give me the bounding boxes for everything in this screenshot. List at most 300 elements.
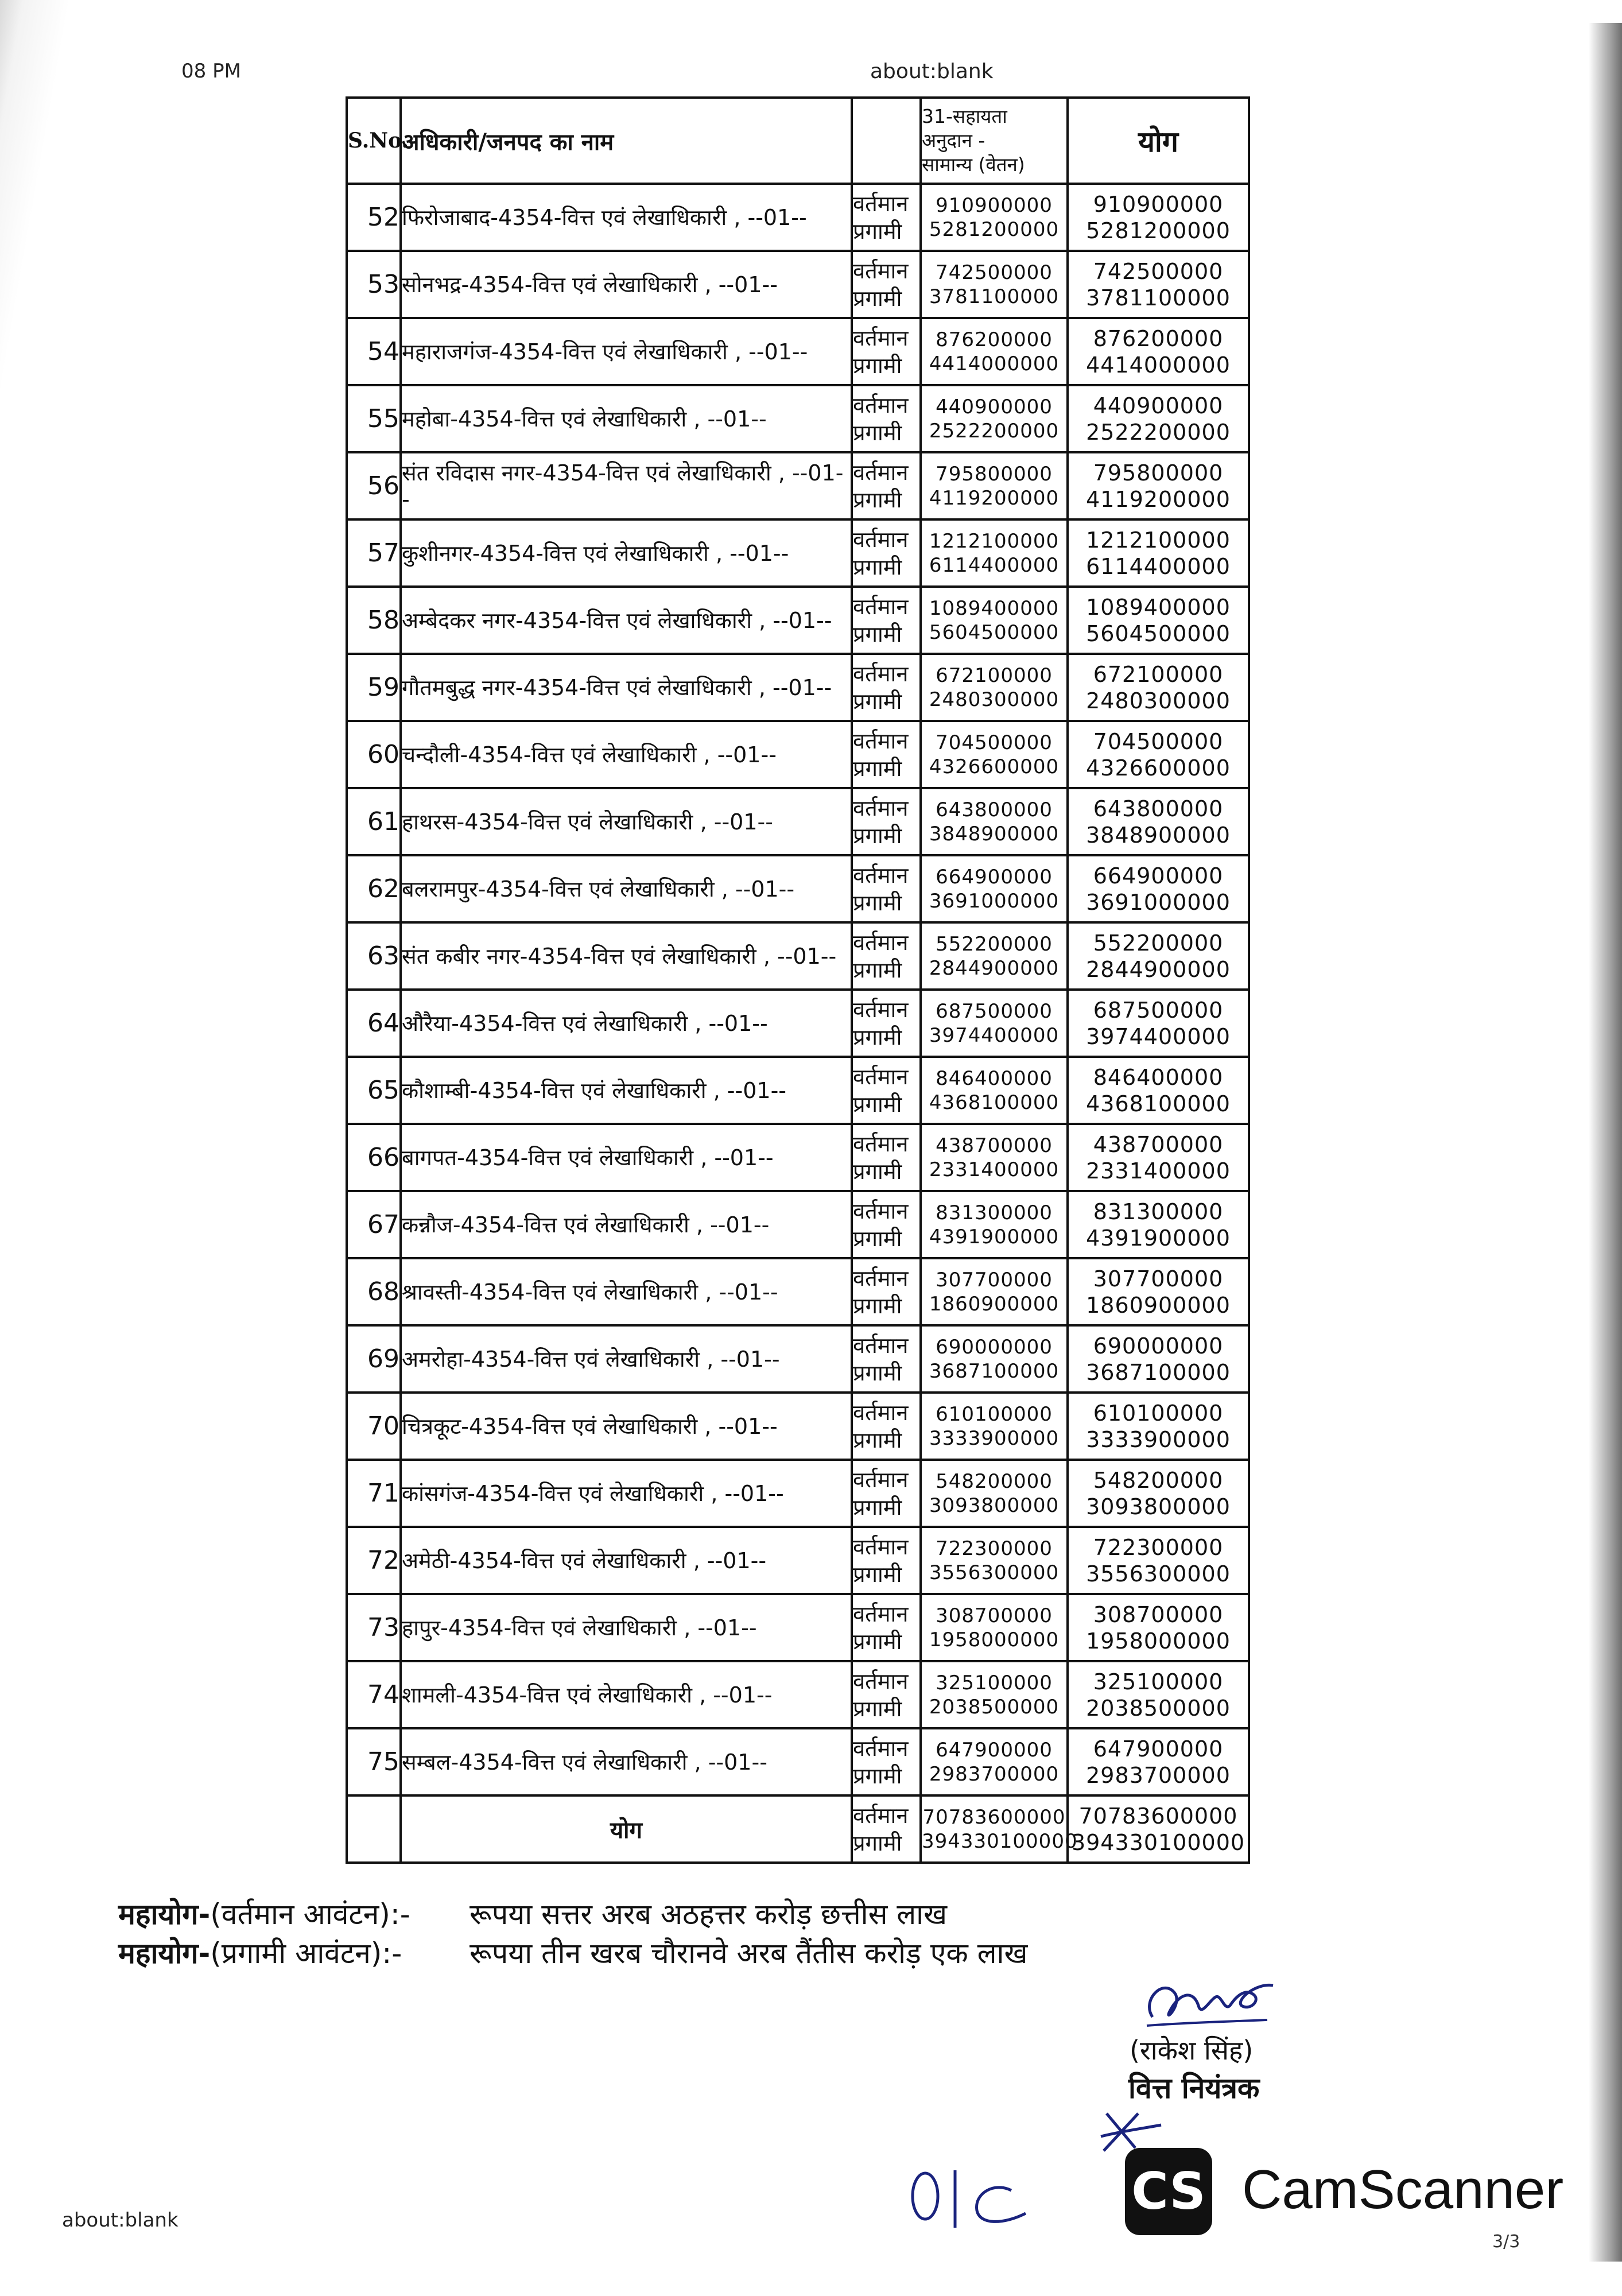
row-type-labels bbox=[852, 385, 921, 452]
label-current: वर्तमान bbox=[853, 661, 909, 687]
grant-current: 704500000 bbox=[936, 731, 1053, 754]
total-proposed: 3974400000 bbox=[1086, 1023, 1231, 1049]
total-current: 610100000 bbox=[1093, 1400, 1224, 1426]
label-current: वर्तमान bbox=[853, 392, 909, 418]
row-sno: 62 bbox=[347, 855, 401, 922]
grant-current: 552200000 bbox=[936, 932, 1053, 956]
row-total-values bbox=[1068, 855, 1249, 922]
table-row bbox=[347, 1325, 1249, 1393]
row-sno: 71 bbox=[347, 1460, 401, 1527]
grant-proposed: 4326600000 bbox=[929, 755, 1060, 778]
label-proposed: प्रगामी bbox=[853, 1427, 902, 1453]
total-current: 552200000 bbox=[1093, 930, 1224, 956]
label-current: वर्तमान bbox=[853, 1064, 909, 1089]
row-type-labels bbox=[852, 855, 921, 922]
row-grant-values bbox=[921, 1661, 1068, 1728]
label-current: वर्तमान bbox=[853, 459, 909, 485]
grant-current: 690000000 bbox=[936, 1335, 1053, 1359]
row-total-values bbox=[1068, 519, 1249, 587]
header-grant-line-1: 31-सहायता bbox=[922, 105, 1007, 127]
table-row bbox=[347, 519, 1249, 587]
table-row bbox=[347, 1393, 1249, 1460]
row-type-labels bbox=[852, 1258, 921, 1325]
total-proposed: 4391900000 bbox=[1086, 1225, 1231, 1251]
row-grant-values bbox=[921, 251, 1068, 318]
label-proposed: प्रगामी bbox=[853, 420, 902, 445]
signatory-name: (राकेश सिंह) bbox=[1130, 2035, 1254, 2066]
label-current: वर्तमान bbox=[853, 594, 909, 619]
grant-proposed: 1860900000 bbox=[929, 1292, 1060, 1316]
label-proposed: प्रगामी bbox=[853, 1091, 902, 1117]
row-type-labels bbox=[852, 1325, 921, 1393]
row-type-labels bbox=[852, 1124, 921, 1191]
row-sno: 61 bbox=[347, 788, 401, 855]
row-type-labels bbox=[852, 1460, 921, 1527]
row-type-labels bbox=[852, 519, 921, 587]
row-type-labels bbox=[852, 1728, 921, 1795]
total-proposed: 3781100000 bbox=[1086, 285, 1231, 311]
label-proposed: प्रगामी bbox=[853, 1293, 902, 1318]
total-current: 325100000 bbox=[1093, 1669, 1224, 1694]
label-proposed: प्रगामी bbox=[853, 1024, 902, 1050]
grant-proposed: 4391900000 bbox=[929, 1225, 1060, 1248]
row-grant-values bbox=[921, 855, 1068, 922]
table-row bbox=[347, 1460, 1249, 1527]
row-sno: 63 bbox=[347, 922, 401, 990]
row-sno: 59 bbox=[347, 654, 401, 721]
row-total-values bbox=[1068, 184, 1249, 251]
row-type-labels bbox=[852, 587, 921, 654]
row-total-values bbox=[1068, 385, 1249, 452]
total-current: 672100000 bbox=[1093, 661, 1224, 687]
header-name: अधिकारी/जनपद का नाम bbox=[401, 98, 852, 184]
row-sno: 65 bbox=[347, 1057, 401, 1124]
row-type-labels bbox=[852, 318, 921, 385]
total-label: योग bbox=[401, 1795, 852, 1863]
grand-total-current-note: (वर्तमान आवंटन):- bbox=[210, 1898, 410, 1931]
label-proposed: प्रगामी bbox=[853, 554, 902, 580]
table-row bbox=[347, 721, 1249, 788]
row-grant-values bbox=[921, 318, 1068, 385]
table-row bbox=[347, 1594, 1249, 1661]
total-proposed: 4414000000 bbox=[1086, 352, 1231, 378]
grant-current: 438700000 bbox=[936, 1134, 1053, 1157]
grant-current: 548200000 bbox=[936, 1469, 1053, 1493]
label-proposed: प्रगामी bbox=[853, 1763, 902, 1789]
label-current: वर्तमान bbox=[853, 258, 909, 284]
row-total-values bbox=[1068, 1258, 1249, 1325]
label-current: वर्तमान bbox=[853, 1265, 909, 1291]
total-current: 831300000 bbox=[1093, 1199, 1224, 1224]
total-proposed: 3687100000 bbox=[1086, 1359, 1231, 1385]
allocation-table bbox=[346, 96, 1250, 1864]
total-proposed: 2844900000 bbox=[1086, 956, 1231, 982]
row-type-labels bbox=[852, 184, 921, 251]
total-proposed: 2480300000 bbox=[1086, 688, 1231, 713]
grand-total-current bbox=[118, 1895, 948, 1933]
row-type-labels bbox=[852, 1393, 921, 1460]
table-row bbox=[347, 788, 1249, 855]
label-current: वर्तमान bbox=[853, 996, 909, 1022]
label-proposed: प्रगामी bbox=[853, 1696, 902, 1721]
table-row bbox=[347, 1728, 1249, 1795]
row-total-values bbox=[1068, 922, 1249, 990]
row-grant-values bbox=[921, 1594, 1068, 1661]
label-proposed: प्रगामी bbox=[853, 890, 902, 916]
row-total-values bbox=[1068, 788, 1249, 855]
table-row bbox=[347, 1057, 1249, 1124]
total-proposed: 2522200000 bbox=[1086, 419, 1231, 445]
row-grant-values bbox=[921, 1393, 1068, 1460]
label-current: वर्तमान bbox=[853, 1601, 909, 1627]
row-type-labels bbox=[852, 1057, 921, 1124]
grant-current: 610100000 bbox=[936, 1402, 1053, 1426]
label-proposed: प्रगामी bbox=[853, 1830, 902, 1856]
row-total-values bbox=[1068, 1795, 1249, 1863]
row-total-values bbox=[1068, 1124, 1249, 1191]
grant-current: 70783600000 bbox=[922, 1805, 1066, 1829]
row-office-name: औरैया-4354-वित्त एवं लेखाधिकारी , --01-- bbox=[401, 990, 852, 1057]
signatory-designation: वित्त नियंत्रक bbox=[1128, 2072, 1260, 2105]
header-grant-line-3: सामान्य (वेतन) bbox=[922, 153, 1025, 176]
table-body bbox=[347, 184, 1249, 1863]
grant-current: 664900000 bbox=[936, 865, 1053, 889]
total-current: 722300000 bbox=[1093, 1534, 1224, 1560]
row-grant-values bbox=[921, 922, 1068, 990]
row-total-values bbox=[1068, 1325, 1249, 1393]
total-proposed: 3093800000 bbox=[1086, 1494, 1231, 1519]
grant-proposed: 1958000000 bbox=[929, 1628, 1060, 1651]
handwritten-note bbox=[902, 2162, 1040, 2236]
table-row bbox=[347, 1258, 1249, 1325]
row-office-name: हाथरस-4354-वित्त एवं लेखाधिकारी , --01-- bbox=[401, 788, 852, 855]
row-total-values bbox=[1068, 1460, 1249, 1527]
row-office-name: कुशीनगर-4354-वित्त एवं लेखाधिकारी , --01-- bbox=[401, 519, 852, 587]
row-office-name: सम्बल-4354-वित्त एवं लेखाधिकारी , --01-- bbox=[401, 1728, 852, 1795]
row-type-labels bbox=[852, 251, 921, 318]
total-current: 1212100000 bbox=[1086, 527, 1231, 553]
row-office-name: कन्नौज-4354-वित्त एवं लेखाधिकारी , --01-- bbox=[401, 1191, 852, 1258]
total-proposed: 1958000000 bbox=[1086, 1628, 1231, 1654]
table-total-row bbox=[347, 1795, 1249, 1863]
label-current: वर्तमान bbox=[853, 1198, 909, 1224]
total-current: 876200000 bbox=[1093, 325, 1224, 351]
handwritten-signature bbox=[1130, 1965, 1279, 2040]
row-office-name: अमरोहा-4354-वित्त एवं लेखाधिकारी , --01-- bbox=[401, 1325, 852, 1393]
row-grant-values bbox=[921, 654, 1068, 721]
row-sno: 68 bbox=[347, 1258, 401, 1325]
row-total-values bbox=[1068, 990, 1249, 1057]
grand-total-proposed-words: रूपया तीन खरब चौरानवे अरब तैंतीस करोड़ एक लाख bbox=[469, 1937, 1028, 1970]
row-office-name: कौशाम्बी-4354-वित्त एवं लेखाधिकारी , --01-- bbox=[401, 1057, 852, 1124]
camscanner-brand: CamScanner bbox=[1242, 2159, 1564, 2220]
grant-proposed: 3781100000 bbox=[929, 285, 1060, 308]
row-total-values bbox=[1068, 587, 1249, 654]
label-proposed: प्रगामी bbox=[853, 1360, 902, 1386]
header-grant-line-2: अनुदान - bbox=[922, 129, 985, 152]
grant-proposed: 2983700000 bbox=[929, 1762, 1060, 1786]
grand-total-proposed-note: (प्रगामी आवंटन):- bbox=[210, 1937, 402, 1970]
grant-current: 722300000 bbox=[936, 1537, 1053, 1560]
grant-current: 1212100000 bbox=[929, 529, 1060, 553]
footer-url: about:blank bbox=[62, 2209, 179, 2232]
table-header-row bbox=[347, 98, 1249, 184]
total-proposed: 5604500000 bbox=[1086, 620, 1231, 646]
page-number: 3/3 bbox=[1492, 2232, 1520, 2252]
row-grant-values bbox=[921, 1325, 1068, 1393]
grant-current: 325100000 bbox=[936, 1671, 1053, 1694]
row-total-values bbox=[1068, 1393, 1249, 1460]
total-proposed: 5281200000 bbox=[1086, 218, 1231, 243]
grand-total-proposed bbox=[118, 1934, 1028, 1972]
row-office-name: चन्दौली-4354-वित्त एवं लेखाधिकारी , --01-- bbox=[401, 721, 852, 788]
row-grant-values bbox=[921, 1527, 1068, 1594]
grant-proposed: 3691000000 bbox=[929, 889, 1060, 913]
grant-current: 647900000 bbox=[936, 1738, 1053, 1762]
row-sno: 69 bbox=[347, 1325, 401, 1393]
row-grant-values bbox=[921, 1057, 1068, 1124]
row-grant-values bbox=[921, 1191, 1068, 1258]
label-current: वर्तमान bbox=[853, 1534, 909, 1560]
row-office-name: संत रविदास नगर-4354-वित्त एवं लेखाधिकारी , --01-- bbox=[401, 452, 852, 519]
row-type-labels bbox=[852, 990, 921, 1057]
row-grant-values bbox=[921, 385, 1068, 452]
row-grant-values bbox=[921, 452, 1068, 519]
label-current: वर्तमान bbox=[853, 1735, 909, 1761]
label-proposed: प्रगामी bbox=[853, 218, 902, 244]
grant-proposed: 2522200000 bbox=[929, 419, 1060, 443]
label-proposed: प्रगामी bbox=[853, 688, 902, 714]
total-current: 795800000 bbox=[1093, 460, 1224, 486]
row-sno: 57 bbox=[347, 519, 401, 587]
row-type-labels bbox=[852, 721, 921, 788]
total-current: 704500000 bbox=[1093, 728, 1224, 754]
total-current: 70783600000 bbox=[1078, 1803, 1238, 1829]
table-row bbox=[347, 855, 1249, 922]
table-row bbox=[347, 654, 1249, 721]
row-type-labels bbox=[852, 452, 921, 519]
row-office-name: महाराजगंज-4354-वित्त एवं लेखाधिकारी , --01-- bbox=[401, 318, 852, 385]
total-current: 643800000 bbox=[1093, 796, 1224, 821]
row-sno: 56 bbox=[347, 452, 401, 519]
table-row bbox=[347, 251, 1249, 318]
label-proposed: प्रगामी bbox=[853, 1628, 902, 1654]
row-total-values bbox=[1068, 251, 1249, 318]
row-sno: 70 bbox=[347, 1393, 401, 1460]
grant-proposed: 5604500000 bbox=[929, 620, 1060, 644]
grant-proposed: 394330100000 bbox=[922, 1829, 1078, 1853]
row-sno: 75 bbox=[347, 1728, 401, 1795]
row-grant-values bbox=[921, 519, 1068, 587]
total-proposed: 2331400000 bbox=[1086, 1158, 1231, 1184]
header-sno: S.No. bbox=[347, 98, 401, 184]
row-sno: 54 bbox=[347, 318, 401, 385]
grant-current: 742500000 bbox=[936, 261, 1053, 284]
total-proposed: 3848900000 bbox=[1086, 822, 1231, 848]
table-row bbox=[347, 1527, 1249, 1594]
grant-current: 846400000 bbox=[936, 1066, 1053, 1090]
row-office-name: हापुर-4354-वित्त एवं लेखाधिकारी , --01-- bbox=[401, 1594, 852, 1661]
row-total-values bbox=[1068, 654, 1249, 721]
header-total: योग bbox=[1068, 98, 1249, 184]
total-proposed: 4326600000 bbox=[1086, 755, 1231, 781]
label-proposed: प्रगामी bbox=[853, 1158, 902, 1184]
total-current: 438700000 bbox=[1093, 1131, 1224, 1157]
grant-proposed: 4119200000 bbox=[929, 486, 1060, 510]
row-sno: 60 bbox=[347, 721, 401, 788]
grant-current: 440900000 bbox=[936, 395, 1053, 418]
label-current: वर्तमान bbox=[853, 1332, 909, 1358]
row-sno: 72 bbox=[347, 1527, 401, 1594]
row-total-values bbox=[1068, 1191, 1249, 1258]
row-total-values bbox=[1068, 1527, 1249, 1594]
total-proposed: 394330100000 bbox=[1071, 1829, 1245, 1855]
label-current: वर्तमान bbox=[853, 526, 909, 552]
total-proposed: 3556300000 bbox=[1086, 1561, 1231, 1587]
total-proposed: 2983700000 bbox=[1086, 1762, 1231, 1788]
label-current: वर्तमान bbox=[853, 191, 909, 216]
row-sno: 64 bbox=[347, 990, 401, 1057]
grant-proposed: 3333900000 bbox=[929, 1426, 1060, 1450]
row-type-labels bbox=[852, 1527, 921, 1594]
row-grant-values bbox=[921, 990, 1068, 1057]
row-grant-values bbox=[921, 1728, 1068, 1795]
grant-proposed: 2844900000 bbox=[929, 956, 1060, 980]
total-proposed: 1860900000 bbox=[1086, 1292, 1231, 1318]
total-current: 910900000 bbox=[1093, 191, 1224, 217]
label-current: वर्तमान bbox=[853, 1399, 909, 1425]
row-grant-values bbox=[921, 788, 1068, 855]
grand-total-proposed-label: महायोग- bbox=[118, 1937, 211, 1970]
grant-current: 795800000 bbox=[936, 462, 1053, 486]
total-proposed: 3691000000 bbox=[1086, 889, 1231, 915]
row-office-name: चित्रकूट-4354-वित्त एवं लेखाधिकारी , --01-- bbox=[401, 1393, 852, 1460]
row-type-labels bbox=[852, 922, 921, 990]
table-row bbox=[347, 452, 1249, 519]
header-type bbox=[852, 98, 921, 184]
row-grant-values bbox=[921, 1460, 1068, 1527]
row-sno: 66 bbox=[347, 1124, 401, 1191]
total-current: 664900000 bbox=[1093, 863, 1224, 889]
row-office-name: फिरोजाबाद-4354-वित्त एवं लेखाधिकारी , --01-- bbox=[401, 184, 852, 251]
grant-proposed: 3974400000 bbox=[929, 1023, 1060, 1047]
header-grant-column bbox=[921, 98, 1068, 184]
table-row bbox=[347, 184, 1249, 251]
grant-proposed: 3093800000 bbox=[929, 1494, 1060, 1517]
row-total-values bbox=[1068, 452, 1249, 519]
header-url: about:blank bbox=[870, 60, 994, 83]
row-sno: 58 bbox=[347, 587, 401, 654]
row-type-labels bbox=[852, 1594, 921, 1661]
label-current: वर्तमान bbox=[853, 1802, 909, 1828]
label-proposed: प्रगामी bbox=[853, 823, 902, 848]
label-proposed: प्रगामी bbox=[853, 285, 902, 311]
grant-current: 307700000 bbox=[936, 1268, 1053, 1292]
grant-proposed: 3556300000 bbox=[929, 1561, 1060, 1584]
row-office-name: महोबा-4354-वित्त एवं लेखाधिकारी , --01-- bbox=[401, 385, 852, 452]
total-current: 742500000 bbox=[1093, 258, 1224, 284]
total-proposed: 3333900000 bbox=[1086, 1426, 1231, 1452]
label-proposed: प्रगामी bbox=[853, 1225, 902, 1251]
total-current: 690000000 bbox=[1093, 1333, 1224, 1359]
grant-proposed: 2038500000 bbox=[929, 1695, 1060, 1719]
total-proposed: 4368100000 bbox=[1086, 1091, 1231, 1116]
row-total-values bbox=[1068, 1661, 1249, 1728]
grant-proposed: 4368100000 bbox=[929, 1091, 1060, 1114]
total-current: 307700000 bbox=[1093, 1266, 1224, 1292]
row-grant-values bbox=[921, 1258, 1068, 1325]
label-current: वर्तमान bbox=[853, 1131, 909, 1157]
row-office-name: कांसगंज-4354-वित्त एवं लेखाधिकारी , --01-- bbox=[401, 1460, 852, 1527]
row-office-name: अम्बेदकर नगर-4354-वित्त एवं लेखाधिकारी , --01-- bbox=[401, 587, 852, 654]
table-row bbox=[347, 587, 1249, 654]
total-current: 647900000 bbox=[1093, 1736, 1224, 1762]
row-type-labels bbox=[852, 1795, 921, 1863]
total-current: 440900000 bbox=[1093, 393, 1224, 418]
row-grant-values bbox=[921, 587, 1068, 654]
row-office-name: सोनभद्र-4354-वित्त एवं लेखाधिकारी , --01-- bbox=[401, 251, 852, 318]
grant-current: 831300000 bbox=[936, 1201, 1053, 1224]
row-grant-values bbox=[921, 1795, 1078, 1863]
total-proposed: 6114400000 bbox=[1086, 553, 1231, 579]
row-office-name: बागपत-4354-वित्त एवं लेखाधिकारी , --01-- bbox=[401, 1124, 852, 1191]
row-sno: 73 bbox=[347, 1594, 401, 1661]
row-sno: 67 bbox=[347, 1191, 401, 1258]
grant-current: 643800000 bbox=[936, 798, 1053, 821]
row-office-name: गौतमबुद्ध नगर-4354-वित्त एवं लेखाधिकारी , --01-- bbox=[401, 654, 852, 721]
grant-proposed: 2480300000 bbox=[929, 688, 1060, 711]
grant-current: 672100000 bbox=[936, 664, 1053, 687]
table-row bbox=[347, 990, 1249, 1057]
grand-total-current-words: रूपया सत्तर अरब अठहत्तर करोड़ छत्तीस लाख bbox=[469, 1898, 948, 1931]
row-grant-values bbox=[921, 184, 1068, 251]
grant-proposed: 4414000000 bbox=[929, 352, 1060, 375]
row-office-name: अमेठी-4354-वित्त एवं लेखाधिकारी , --01-- bbox=[401, 1527, 852, 1594]
label-current: वर्तमान bbox=[853, 1668, 909, 1694]
row-sno bbox=[347, 1795, 401, 1863]
row-office-name: संत कबीर नगर-4354-वित्त एवं लेखाधिकारी , --01-- bbox=[401, 922, 852, 990]
label-current: वर्तमान bbox=[853, 795, 909, 821]
row-total-values bbox=[1068, 1728, 1249, 1795]
row-sno: 52 bbox=[347, 184, 401, 251]
row-sno: 55 bbox=[347, 385, 401, 452]
row-type-labels bbox=[852, 788, 921, 855]
label-proposed: प्रगामी bbox=[853, 1561, 902, 1587]
table-row bbox=[347, 1191, 1249, 1258]
table-row bbox=[347, 1661, 1249, 1728]
grant-current: 876200000 bbox=[936, 328, 1053, 351]
table-row bbox=[347, 385, 1249, 452]
scan-edge-shadow bbox=[1589, 23, 1622, 2262]
row-total-values bbox=[1068, 1594, 1249, 1661]
grant-current: 910900000 bbox=[936, 193, 1053, 217]
table-row bbox=[347, 922, 1249, 990]
grant-current: 687500000 bbox=[936, 999, 1053, 1023]
label-proposed: प्रगामी bbox=[853, 621, 902, 647]
total-current: 1089400000 bbox=[1086, 594, 1231, 620]
row-office-name: श्रावस्ती-4354-वित्त एवं लेखाधिकारी , --01-- bbox=[401, 1258, 852, 1325]
row-total-values bbox=[1068, 318, 1249, 385]
total-current: 548200000 bbox=[1093, 1467, 1224, 1493]
row-total-values bbox=[1068, 721, 1249, 788]
total-proposed: 2038500000 bbox=[1086, 1695, 1231, 1721]
grant-proposed: 5281200000 bbox=[929, 218, 1060, 241]
label-proposed: प्रगामी bbox=[853, 352, 902, 378]
header-time: 08 PM bbox=[181, 60, 241, 83]
row-type-labels bbox=[852, 654, 921, 721]
row-sno: 53 bbox=[347, 251, 401, 318]
label-proposed: प्रगामी bbox=[853, 957, 902, 983]
